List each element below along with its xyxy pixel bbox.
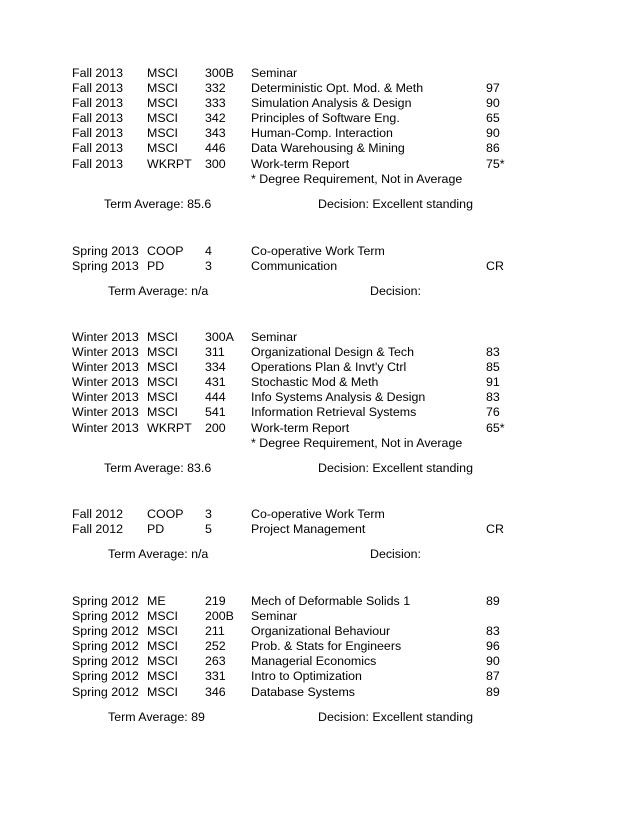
subject-cell: MSCI	[147, 390, 178, 405]
term-cell: Fall 2013	[72, 111, 123, 126]
grade-cell: 83	[486, 345, 500, 360]
term-average: Term Average: 85.6	[104, 196, 212, 211]
grade-cell: 83	[486, 390, 500, 405]
course-number-cell: 446	[205, 141, 226, 156]
course-number-cell: 3	[205, 507, 212, 521]
course-number-cell: 333	[205, 96, 226, 111]
course-row	[0, 654, 638, 669]
course-row	[0, 360, 638, 375]
footnote-row	[0, 436, 638, 451]
course-number-cell: 200B	[205, 609, 234, 624]
subject-cell: MSCI	[147, 345, 178, 360]
course-row	[0, 639, 638, 654]
subject-cell: MSCI	[147, 96, 178, 111]
course-number-cell: 541	[205, 405, 226, 420]
course-title-cell: Information Retrieval Systems	[251, 405, 417, 420]
grade-cell: CR	[486, 259, 504, 274]
course-row	[0, 259, 638, 274]
term-cell: Spring 2012	[72, 624, 139, 639]
grade-cell: 89	[486, 594, 500, 608]
subject-cell: PD	[147, 522, 165, 537]
term-cell: Winter 2013	[72, 345, 139, 360]
grade-cell: 65*	[486, 420, 505, 435]
term-block-spring-2012	[0, 594, 638, 725]
subject-cell: COOP	[147, 507, 184, 521]
term-decision: Decision: Excellent standing	[318, 709, 473, 724]
course-row	[0, 405, 638, 420]
term-summary	[0, 196, 638, 212]
course-title-cell: Work-term Report	[251, 420, 350, 435]
term-cell: Winter 2013	[72, 375, 139, 390]
term-cell: Fall 2013	[72, 156, 123, 171]
course-row	[0, 624, 638, 639]
term-average: Term Average: n/a	[108, 547, 209, 562]
term-cell: Fall 2013	[72, 81, 123, 96]
course-title-cell: Co-operative Work Term	[251, 244, 385, 258]
grade-cell: 65	[486, 111, 500, 126]
course-number-cell: 263	[205, 654, 226, 669]
term-cell: Winter 2013	[72, 420, 139, 435]
course-title-cell: Human-Comp. Interaction	[251, 126, 393, 141]
course-title-cell: Seminar	[251, 330, 298, 344]
course-number-cell: 252	[205, 639, 226, 654]
term-cell: Spring 2012	[72, 654, 139, 669]
course-row	[0, 330, 638, 345]
course-number-cell: 431	[205, 375, 226, 390]
term-summary	[0, 283, 638, 299]
course-list	[0, 66, 638, 187]
term-average: Term Average: n/a	[108, 284, 209, 299]
course-title-cell: Seminar	[251, 66, 298, 80]
course-number-cell: 331	[205, 669, 226, 684]
grade-cell: 87	[486, 669, 500, 684]
subject-cell: MSCI	[147, 141, 178, 156]
subject-cell: MSCI	[147, 126, 178, 141]
term-cell: Spring 2013	[72, 244, 139, 258]
subject-cell: MSCI	[147, 639, 178, 654]
subject-cell: COOP	[147, 244, 184, 258]
course-number-cell: 300	[205, 156, 226, 171]
term-decision: Decision:	[370, 284, 421, 299]
course-row	[0, 141, 638, 156]
subject-cell: MSCI	[147, 330, 178, 344]
term-cell: Winter 2013	[72, 330, 139, 344]
course-title-cell: Managerial Economics	[251, 654, 377, 669]
term-cell: Spring 2012	[72, 684, 139, 699]
subject-cell: MSCI	[147, 66, 178, 80]
course-title-cell: Seminar	[251, 609, 298, 624]
term-summary	[0, 460, 638, 476]
grade-cell: 83	[486, 624, 500, 639]
course-list	[0, 594, 638, 700]
course-row	[0, 375, 638, 390]
course-number-cell: 300A	[205, 330, 234, 344]
course-list	[0, 244, 638, 274]
subject-cell: PD	[147, 259, 165, 274]
term-cell: Spring 2012	[72, 609, 139, 624]
course-row	[0, 66, 638, 81]
course-row	[0, 522, 638, 537]
term-decision: Decision: Excellent standing	[318, 196, 473, 211]
term-cell: Winter 2013	[72, 405, 139, 420]
course-row	[0, 111, 638, 126]
subject-cell: MSCI	[147, 405, 178, 420]
course-number-cell: 211	[205, 624, 225, 639]
term-cell: Spring 2012	[72, 639, 139, 654]
term-cell: Winter 2013	[72, 360, 139, 375]
subject-cell: ME	[147, 594, 166, 608]
course-list	[0, 330, 638, 451]
course-title-cell: Simulation Analysis & Design	[251, 96, 412, 111]
course-title-cell: Communication	[251, 259, 338, 274]
footnote-row	[0, 172, 638, 187]
term-cell: Spring 2012	[72, 669, 139, 684]
course-row	[0, 609, 638, 624]
term-cell: Fall 2013	[72, 141, 123, 156]
course-title-cell: Organizational Design & Tech	[251, 345, 415, 360]
subject-cell: MSCI	[147, 624, 178, 639]
grade-cell: 86	[486, 141, 500, 156]
grade-cell: 97	[486, 81, 500, 96]
course-title-cell: Stochastic Mod & Meth	[251, 375, 379, 390]
subject-cell: MSCI	[147, 669, 178, 684]
term-cell: Fall 2013	[72, 66, 123, 80]
course-number-cell: 332	[205, 81, 226, 96]
course-number-cell: 343	[205, 126, 226, 141]
subject-cell: WKRPT	[147, 156, 192, 171]
grade-cell: 85	[486, 360, 500, 375]
grade-cell: 96	[486, 639, 500, 654]
subject-cell: MSCI	[147, 360, 178, 375]
course-number-cell: 4	[205, 244, 212, 258]
subject-cell: MSCI	[147, 111, 178, 126]
subject-cell: WKRPT	[147, 420, 192, 435]
course-title-cell: Data Warehousing & Mining	[251, 141, 405, 156]
term-cell: Fall 2012	[72, 507, 123, 521]
course-number-cell: 300B	[205, 66, 234, 80]
course-title-cell: Project Management	[251, 522, 366, 537]
course-row	[0, 126, 638, 141]
course-number-cell: 342	[205, 111, 226, 126]
subject-cell: MSCI	[147, 609, 178, 624]
grade-cell: CR	[486, 522, 504, 537]
term-cell: Fall 2013	[72, 96, 123, 111]
grade-cell: 90	[486, 126, 500, 141]
grade-cell: 90	[486, 654, 500, 669]
subject-cell: MSCI	[147, 81, 178, 96]
term-block-fall-2012	[0, 507, 638, 562]
term-decision: Decision:	[370, 547, 421, 562]
course-row	[0, 594, 638, 609]
subject-cell: MSCI	[147, 654, 178, 669]
course-number-cell: 444	[205, 390, 226, 405]
course-row	[0, 685, 638, 700]
course-row	[0, 507, 638, 522]
term-cell: Spring 2013	[72, 259, 139, 274]
course-number-cell: 5	[205, 522, 212, 537]
course-number-cell: 219	[205, 594, 226, 608]
term-cell: Winter 2013	[72, 390, 139, 405]
term-cell: Fall 2013	[72, 126, 123, 141]
course-number-cell: 3	[205, 259, 212, 274]
course-title-cell: Principles of Software Eng.	[251, 111, 400, 126]
course-title-cell: Organizational Behaviour	[251, 624, 391, 639]
term-average: Term Average: 89	[108, 709, 205, 724]
course-row	[0, 390, 638, 405]
term-cell: Fall 2012	[72, 522, 123, 537]
term-block-winter-2013	[0, 330, 638, 476]
course-row	[0, 157, 638, 172]
course-number-cell: 334	[205, 360, 226, 375]
grade-cell: 76	[486, 405, 500, 420]
grade-cell: 75*	[486, 156, 505, 171]
grade-cell: 89	[486, 684, 500, 699]
term-summary	[0, 709, 638, 725]
course-title-cell: Info Systems Analysis & Design	[251, 390, 426, 405]
course-row	[0, 421, 638, 436]
term-block-spring-2013	[0, 244, 638, 299]
course-title-cell: Mech of Deformable Solids 1	[251, 594, 411, 608]
course-number-cell: 200	[205, 420, 226, 435]
term-block-fall-2013	[0, 66, 638, 212]
course-row	[0, 244, 638, 259]
course-title-cell: Operations Plan & Invt'y Ctrl	[251, 360, 407, 375]
course-row	[0, 81, 638, 96]
footnote-text: * Degree Requirement, Not in Average	[251, 435, 463, 450]
course-list	[0, 507, 638, 537]
term-decision: Decision: Excellent standing	[318, 460, 473, 475]
course-title-cell: Work-term Report	[251, 156, 350, 171]
term-summary	[0, 546, 638, 562]
course-row	[0, 669, 638, 684]
course-row	[0, 345, 638, 360]
course-title-cell: Co-operative Work Term	[251, 507, 385, 521]
course-number-cell: 311	[205, 345, 225, 360]
course-number-cell: 346	[205, 684, 226, 699]
course-title-cell: Prob. & Stats for Engineers	[251, 639, 402, 654]
course-row	[0, 96, 638, 111]
subject-cell: MSCI	[147, 684, 178, 699]
course-title-cell: Database Systems	[251, 684, 355, 699]
course-title-cell: Intro to Optimization	[251, 669, 362, 684]
grade-cell: 91	[486, 375, 500, 390]
grade-cell: 90	[486, 96, 500, 111]
term-average: Term Average: 83.6	[104, 460, 212, 475]
subject-cell: MSCI	[147, 375, 178, 390]
course-title-cell: Deterministic Opt. Mod. & Meth	[251, 81, 424, 96]
term-cell: Spring 2012	[72, 594, 139, 608]
footnote-text: * Degree Requirement, Not in Average	[251, 171, 463, 186]
